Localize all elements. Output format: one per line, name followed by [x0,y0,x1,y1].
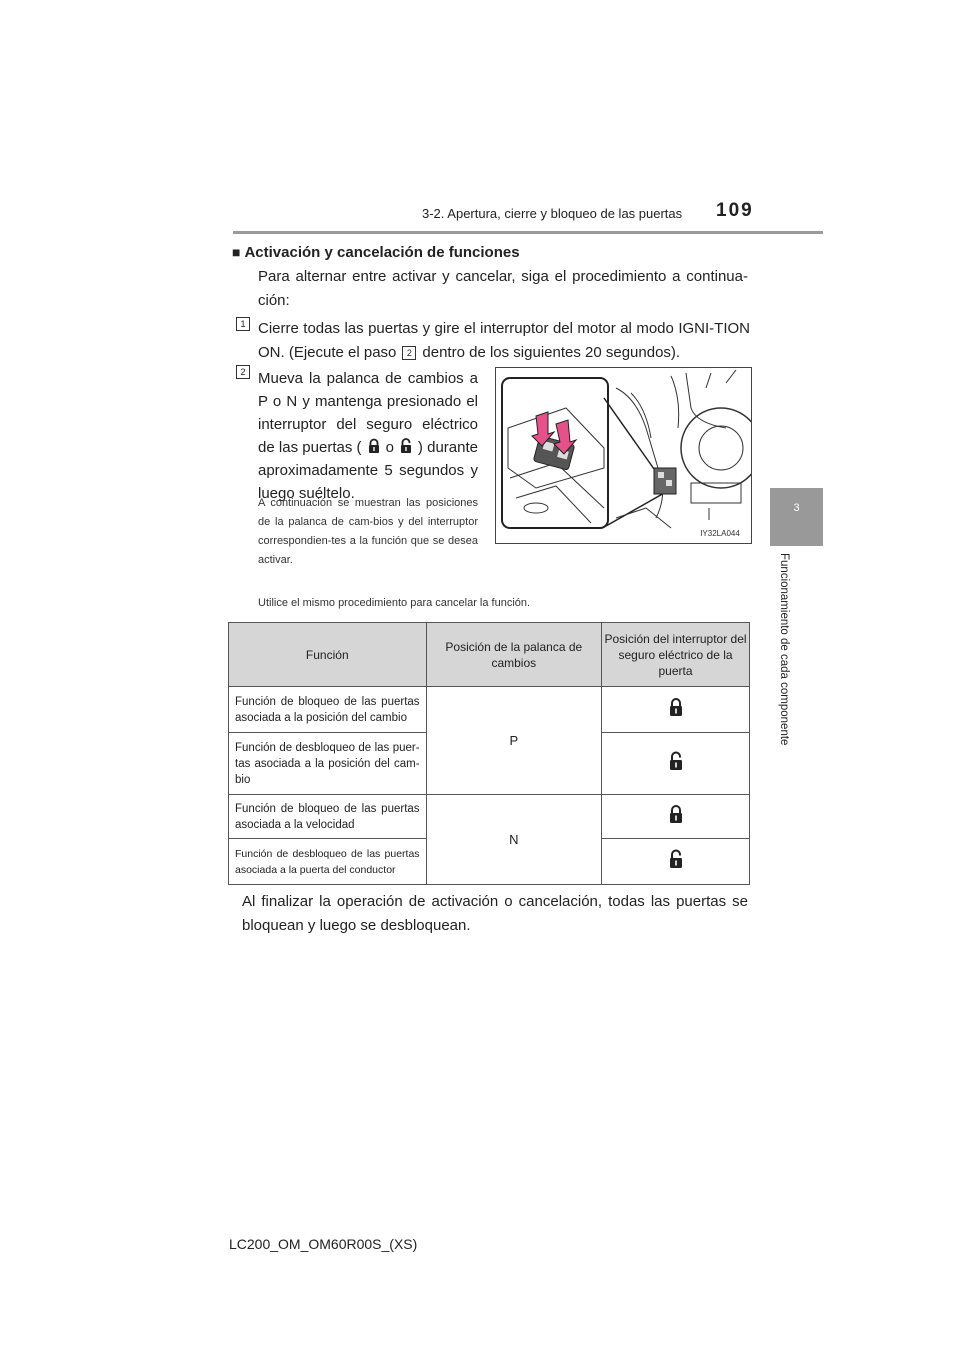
lock-icon [366,438,382,454]
illustration-drawing [496,368,751,543]
footer-code: LC200_OM_OM60R00S_(XS) [229,1236,418,1252]
figure-code: IY32LA044 [700,529,740,538]
table-header-row [229,623,750,687]
header-rule [233,231,823,234]
function-table [228,622,750,885]
chapter-tab-label: Funcionamiento de cada componente [778,553,790,746]
row-switch [602,733,750,795]
row-switch [602,795,750,839]
row-switch [602,687,750,733]
step-number-2: 2 [236,365,250,379]
section-bullet: ■ [232,244,241,260]
row-function: Función de bloqueo de las puertas asociada a la velocidad [229,795,427,839]
row-position: N [426,795,602,885]
header-shift-position: Posición de la palanca de cambios [426,623,602,687]
section-title-text: Activación y cancelación de funciones [244,244,520,261]
row-position: P [426,687,602,795]
step-1-text: Cierre todas las puertas y gire el interruptor del motor al modo IGNI-TION ON. (Ejecute el paso 2 dentro de los siguientes 20 segundos). [258,320,750,361]
shift-lever-illustration [495,367,752,544]
unlock-icon [398,438,414,454]
unlock-icon [668,751,684,771]
row-switch [602,839,750,885]
chapter-tab-number: 3 [793,502,800,514]
row-function: Función de desbloqueo de las puertas asociada a la puerta del conductor [229,839,427,885]
table-row [229,795,750,839]
cancel-note: Utilice el mismo procedimiento para cancelar la función. [258,597,531,609]
lock-icon [668,697,684,717]
unlock-icon [668,849,684,869]
step-2-text: Mueva la palanca de cambios a P o N y mantenga presionado el interruptor del seguro eléctrico de las puertas ( o ) durante aproximadamente 5 segundos y luego suéltelo. [258,370,478,502]
header-section-title: 3-2. Apertura, cierre y bloqueo de las puertas [422,206,683,221]
step-ref-badge: 2 [402,346,416,360]
table-intro-note: A continuación se muestran las posiciones de la palanca de cam-bios y del interruptor correspondien-tes a la función que se desea activar. [258,497,478,566]
lock-icon [668,804,684,824]
section-heading [232,244,520,261]
table-row [229,687,750,733]
row-function: Función de bloqueo de las puertas asociada a la posición del cambio [229,687,427,733]
header-function: Función [229,623,427,687]
header-switch-position: Posición del interruptor del seguro eléctrico de la puerta [602,623,750,687]
page-number: 109 [716,200,754,221]
step-number-1: 1 [236,317,250,331]
section-intro: Para alternar entre activar y cancelar, siga el procedimiento a continua-ción: [258,268,748,309]
closing-paragraph: Al finalizar la operación de activación o cancelación, todas las puertas se bloquean y luego se desbloquean. [242,893,748,934]
row-function: Función de desbloqueo de las puer-tas asociada a la posición del cam-bio [229,733,427,795]
chapter-tab [770,488,823,546]
